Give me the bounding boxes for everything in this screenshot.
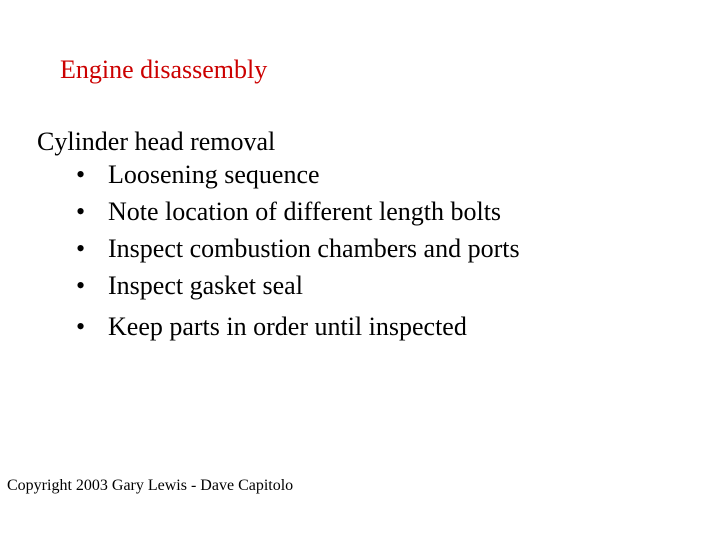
section-heading: Cylinder head removal: [37, 127, 276, 156]
bullet-icon: •: [76, 234, 86, 263]
bullet-text: Inspect gasket seal: [108, 271, 303, 300]
copyright-footer: Copyright 2003 Gary Lewis - Dave Capitolo: [7, 477, 294, 494]
bullet-icon: •: [76, 197, 86, 226]
bullet-text: Inspect combustion chambers and ports: [108, 234, 520, 263]
slide-title: Engine disassembly: [60, 55, 268, 84]
bullet-text: Note location of different length bolts: [108, 197, 502, 226]
bullet-icon: •: [76, 160, 86, 189]
bullet-text: Loosening sequence: [108, 160, 320, 189]
bullet-icon: •: [76, 312, 86, 341]
bullet-icon: •: [76, 271, 86, 300]
bullet-text: Keep parts in order until inspected: [108, 312, 467, 341]
